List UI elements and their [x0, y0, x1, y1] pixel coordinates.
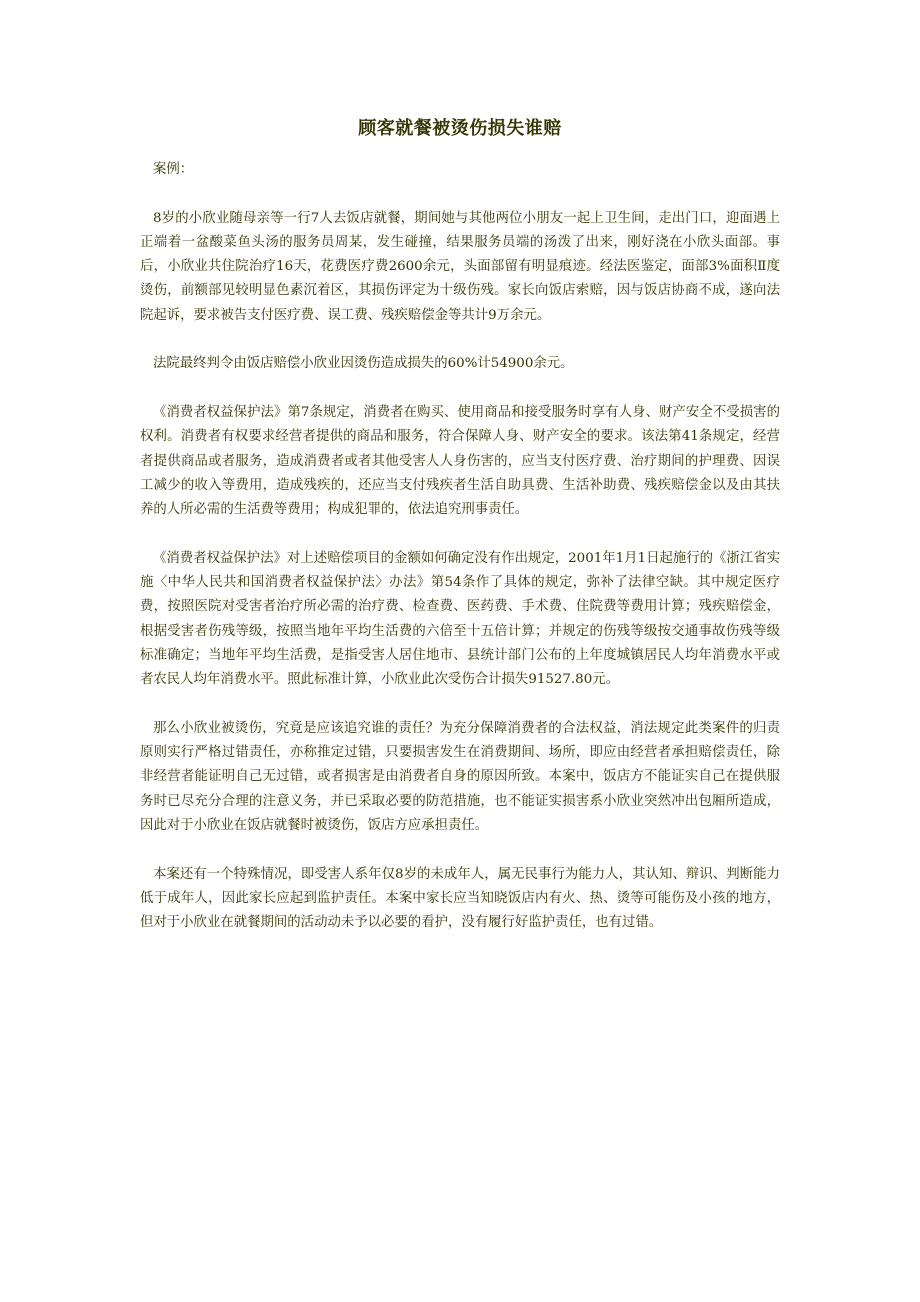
paragraph-case-facts: 8岁的小欣业随母亲等一行7人去饭店就餐，期间她与其他两位小朋友一起上卫生间，走出门口，迎面遇上正端着一盆酸菜鱼头汤的服务员周某，发生碰撞，结果服务员端的汤泼了出来，刚好浇在小欣头面部。事后，小欣业共住院治疗16天，花费医疗费2600余元，头面部留有明显痕迹。经法医鉴定，面部3%面积Ⅱ度烫伤，前额部见较明显色素沉着区，其损伤评定为十级伤残。家长向饭店索赔，因与饭店协商不成，遂向法院起诉，要求被告支付医疗费、误工费、残疾赔偿金等共计9万余元。	[140, 210, 780, 323]
paragraph-law-article-7-41: 《消费者权益保护法》第7条规定，消费者在购买、使用商品和接受服务时享有人身、财产安全不受损害的权利。消费者有权要求经营者提供的商品和服务，符合保障人身、财产安全的要求。该法第41条规定，经营者提供商品或者服务，造成消费者或者其他受害人人身伤害的，应当支付医疗费、治疗期间的护理费、因误工减少的收入等费用，造成残疾的，还应当支付残疾者生活自助具费、生活补助费、残疾赔偿金以及由其扶养的人所必需的生活费等费用；构成犯罪的，依法追究刑事责任。	[140, 404, 780, 518]
paragraph-zhejiang-regulation: 《消费者权益保护法》对上述赔偿项目的金额如何确定没有作出规定，2001年1月1日起施行的《浙江省实施〈中华人民共和国消费者权益保护法〉办法》第54条作了具体的规定，弥补了法律空缺。其中规定医疗费，按照医院对受害者治疗所必需的治疗费、检查费、医药费、手术费、住院费等费用计算；残疾赔偿金，根据受害者伤残等级，按照当地年平均生活费的六倍至十五倍计算；并规定的伤残等级按交通事故伤残等级标准确定；当地年平均生活费，是指受害人居住地市、县统计部门公布的上年度城镇居民人均年消费水平或者农民人均年消费水平。照此标准计算，小欣业此次受伤合计损失91527.80元。	[140, 550, 780, 688]
document-title: 顾客就餐被烫伤损失谁赔	[358, 118, 562, 139]
paragraph-court-ruling: 法院最终判令由饭店赔偿小欣业因烫伤造成损失的60%计54900余元。	[153, 356, 574, 372]
document-body	[140, 158, 780, 960]
paragraph-liability-analysis: 那么小欣业被烫伤，究竟是应该追究谁的责任？为充分保障消费者的合法权益，消法规定此类案件的归责原则实行严格过错责任，亦称推定过错，只要损害发生在消费期间、场所，即应由经营者承担赔偿责任，除非经营者能证明自己无过错，或者损害是由消费者自身的原因所致。本案中，饭店方不能证实自己在提供服务时已尽充分合理的注意义务，并已采取必要的防范措施，也不能证实损害系小欣业突然冲出包厢所造成，因此对于小欣业在饭店就餐时被烫伤，饭店方应承担责任。	[140, 720, 780, 834]
paragraph-case-label: 案例：	[153, 162, 194, 177]
paragraph-guardian-responsibility: 本案还有一个特殊情况，即受害人系年仅8岁的未成年人，属无民事行为能力人，其认知、辩识、判断能力低于成年人，因此家长应起到监护责任。本案中家长应当知晓饭店内有火、热、烫等可能伤及小孩的地方，但对于小欣业在就餐期间的活动动未予以必要的看护，没有履行好监护责任，也有过错。	[140, 866, 780, 931]
